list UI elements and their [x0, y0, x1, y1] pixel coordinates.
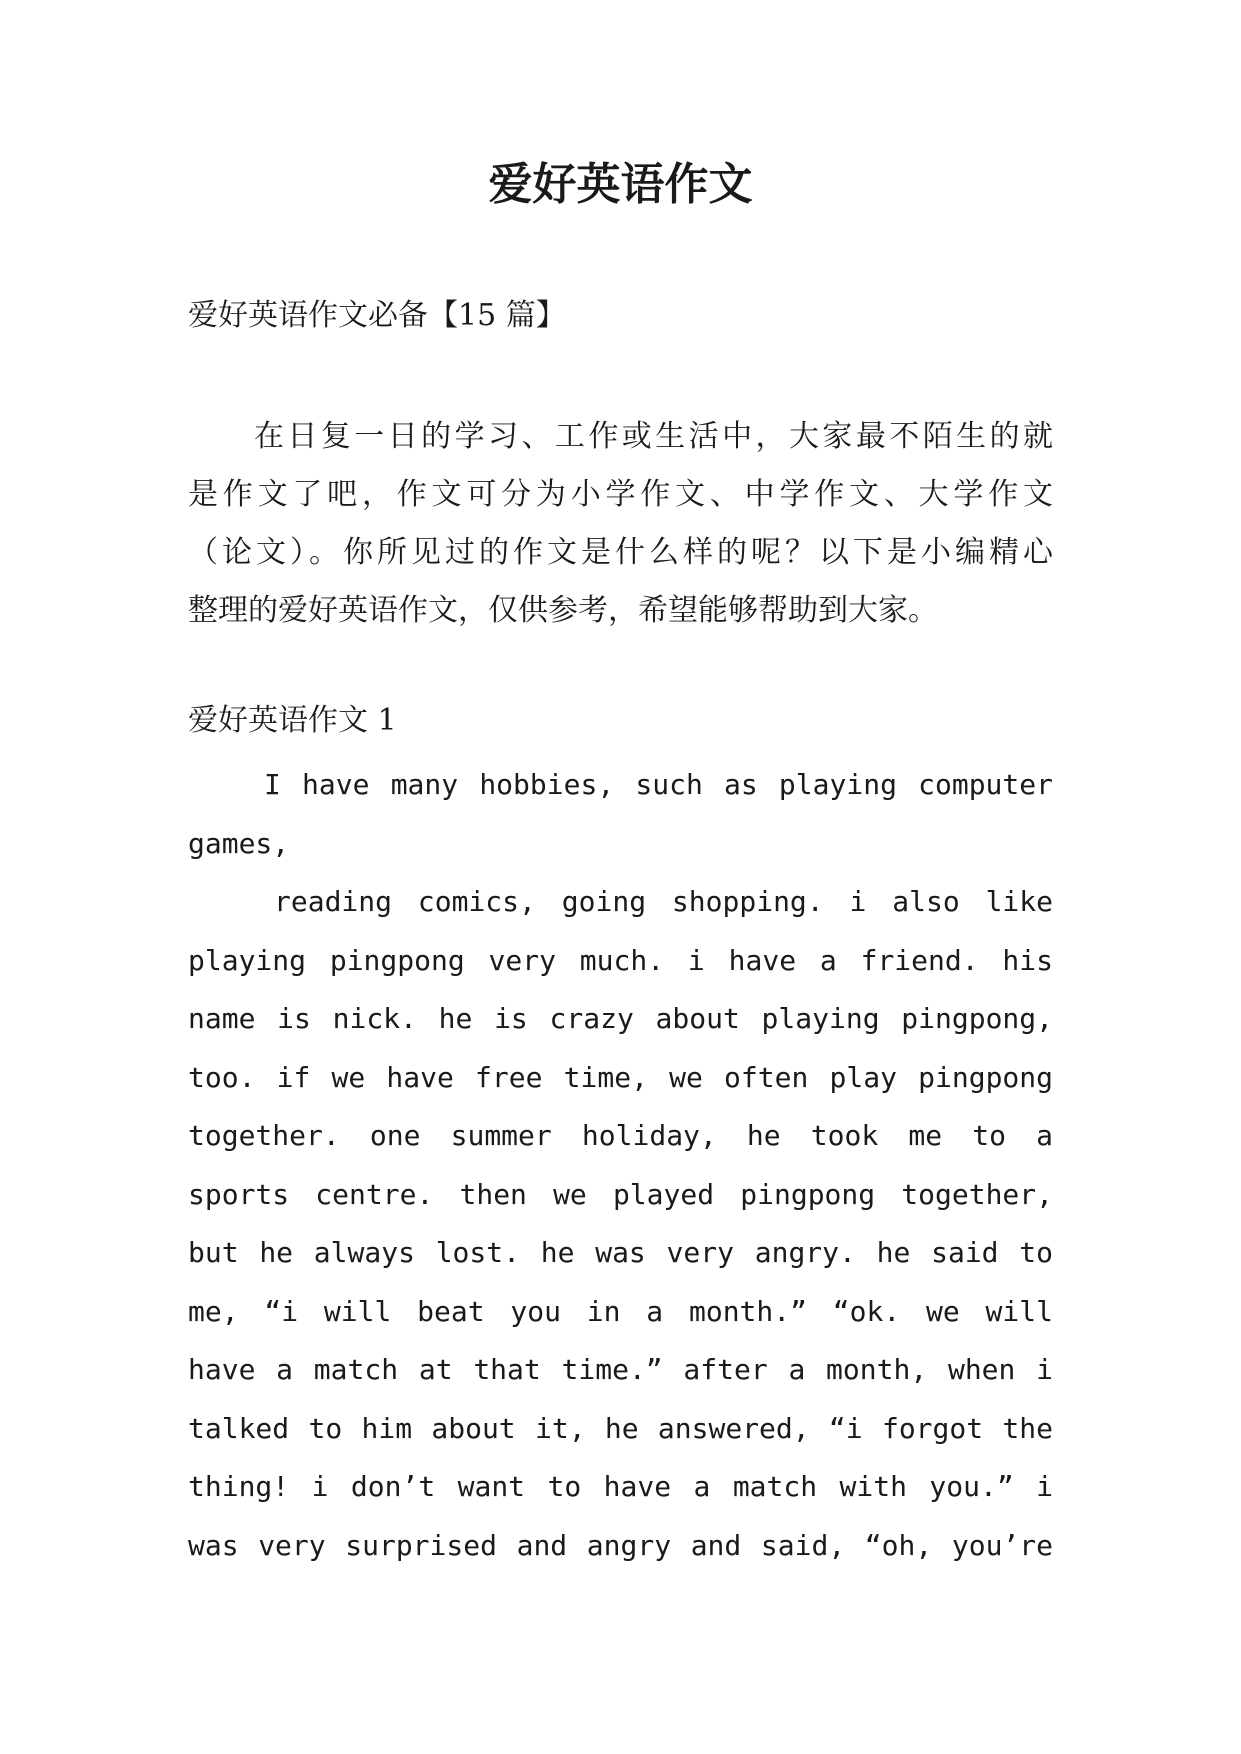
essay-line: reading comics, going shopping. i also like — [274, 885, 1053, 918]
essay-line: name is nick. he is crazy about playing pingpong, — [188, 1002, 1053, 1035]
intro-line: 整理的爱好英语作文，仅供参考，希望能够帮助到大家。 — [188, 593, 938, 628]
essay-line: sports centre. then we played pingpong together, — [188, 1177, 1053, 1211]
intro-paragraph — [188, 408, 1053, 640]
essay-line: me, “i will beat you in a month.” “ok. we will — [188, 1294, 1053, 1328]
essay-line: talked to him about it, he answered, “i forgot the — [188, 1411, 1053, 1445]
essay-line: thing! i don’t want to have a match with you.” i — [188, 1470, 1053, 1503]
essay-line: but he always lost. he was very angry. he said to — [188, 1236, 1053, 1269]
essay-line: was very surprised and angry and said, “oh, you’re — [188, 1528, 1053, 1562]
essay-line: have a match at that time.” after a month, when i — [188, 1353, 1053, 1386]
essay-line: playing pingpong very much. i have a friend. his — [188, 943, 1053, 977]
section-heading: 爱好英语作文 1 — [188, 703, 397, 738]
document-subtitle: 爱好英语作文必备【15 篇】 — [188, 298, 566, 333]
essay-body — [188, 756, 1053, 1575]
essay-line: too. if we have free time, we often play pingpong — [188, 1060, 1053, 1094]
intro-line: 是作文了吧，作文可分为小学作文、中学作文、大学作文 — [188, 477, 1053, 512]
intro-line: 在日复一日的学习、工作或生活中，大家最不陌生的就 — [254, 419, 1053, 454]
essay-line: games, — [188, 826, 290, 860]
essay-line: I have many hobbies, such as playing computer — [264, 768, 1053, 801]
intro-line: （论文）。你所见过的作文是什么样的呢？以下是小编精心 — [188, 535, 1053, 570]
document-title: 爱好英语作文 — [488, 159, 753, 210]
essay-line: together. one summer holiday, he took me to a — [188, 1119, 1053, 1152]
